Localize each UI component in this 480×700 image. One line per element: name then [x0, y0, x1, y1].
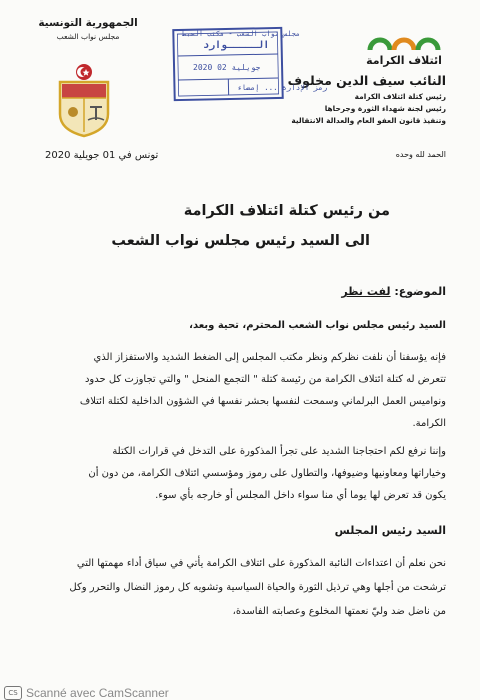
body-line: تتعرض له كتلة ائتلاف الكرامة من رئيسة كتلة " التجمع المنحل " والتي تجاوزت كل حدود: [84, 374, 446, 385]
body-line: فإنه يؤسفنا أن نلفت نظركم ونظر مكتب المجلس إلى الضغط الشديد والاستفزاز الذي: [93, 352, 446, 363]
republic-title: الجمهورية التونسية: [38, 17, 138, 29]
letter-to: الى السيد رئيس مجلس نواب الشعب: [111, 233, 370, 249]
body-line: وخياراتها ومعاونيها وضيوفها، والتطاول على رموز ومؤسسي ائتلاف الكرامة، من دون أن: [88, 468, 446, 479]
body-line: ونواميس العمل البرلماني وسمحت لنفسها بحشر نفسها في الشؤون الداخلية لكتلة ائتلاف: [79, 396, 446, 407]
assembly-title: مجلس نواب الشعب: [56, 32, 120, 41]
body-line: نحن نعلم أن اعتداءات النائبة المذكورة على ائتلاف الكرامة يأتي في سياق أداء مهمتها التي: [76, 558, 446, 569]
deputy-role: وتنفيذ قانون العفو العام والعدالة الانتقالية: [291, 116, 446, 125]
body-line: وإننا نرفع لكم احتجاجنا الشديد على تجرأ المذكورة على التدخل في قرارات الكتلة: [112, 446, 446, 457]
subject-value: لفت نظر: [341, 285, 391, 298]
subject-label: الموضوع:: [394, 285, 446, 298]
deputy-role: رئيس لجنة شهداء الثورة وجرحاها: [324, 104, 446, 113]
section-heading: السيد رئيس المجلس: [334, 524, 446, 537]
stamp-line: مجلس نواب الشعب - مكتب الضبط: [182, 30, 301, 38]
letter-from: من رئيس كتلة ائتلاف الكرامة: [183, 203, 390, 219]
stamp-line: الـــــوارد: [203, 40, 270, 51]
letter-date: تونس في 01 جويلية 2020: [45, 150, 159, 161]
greeting: السيد رئيس مجلس نواب الشعب المحترم، تحية وبعد،: [189, 320, 446, 331]
body-line: من ناضل ضد وليّ نعمتها المخلوع وعصابته الفاسدة،: [232, 606, 446, 617]
body-line: ترشحت من أجلها وهي ترذيل الثورة والحياة السياسية وتشويه كل رموز النضال والتحرر وكل: [69, 582, 446, 593]
body-line: الكرامة.: [412, 418, 446, 429]
camscanner-watermark: Scanné avec CamScanner: [26, 686, 169, 700]
stamp-line: رمز الإدارة ... إمضاء: [237, 83, 328, 92]
camscanner-logo-icon: CS: [4, 686, 22, 700]
tunisia-emblem-icon: [52, 62, 116, 138]
salutation: الحمد لله وحده: [395, 150, 446, 159]
logo-text: ائتلاف الكرامة: [366, 54, 442, 67]
stamp-date: 2020 جويلية 02: [193, 63, 261, 72]
subject: [341, 285, 446, 298]
deputy-role: رئيس كتلة ائتلاف الكرامة: [354, 92, 446, 101]
body-line: يكون قد تعرض لها يوما أي منا سواء داخل المجلس أو خارجه بأي سوء.: [155, 490, 446, 501]
deputy-name: النائب سيف الدين مخلوف: [287, 73, 446, 88]
